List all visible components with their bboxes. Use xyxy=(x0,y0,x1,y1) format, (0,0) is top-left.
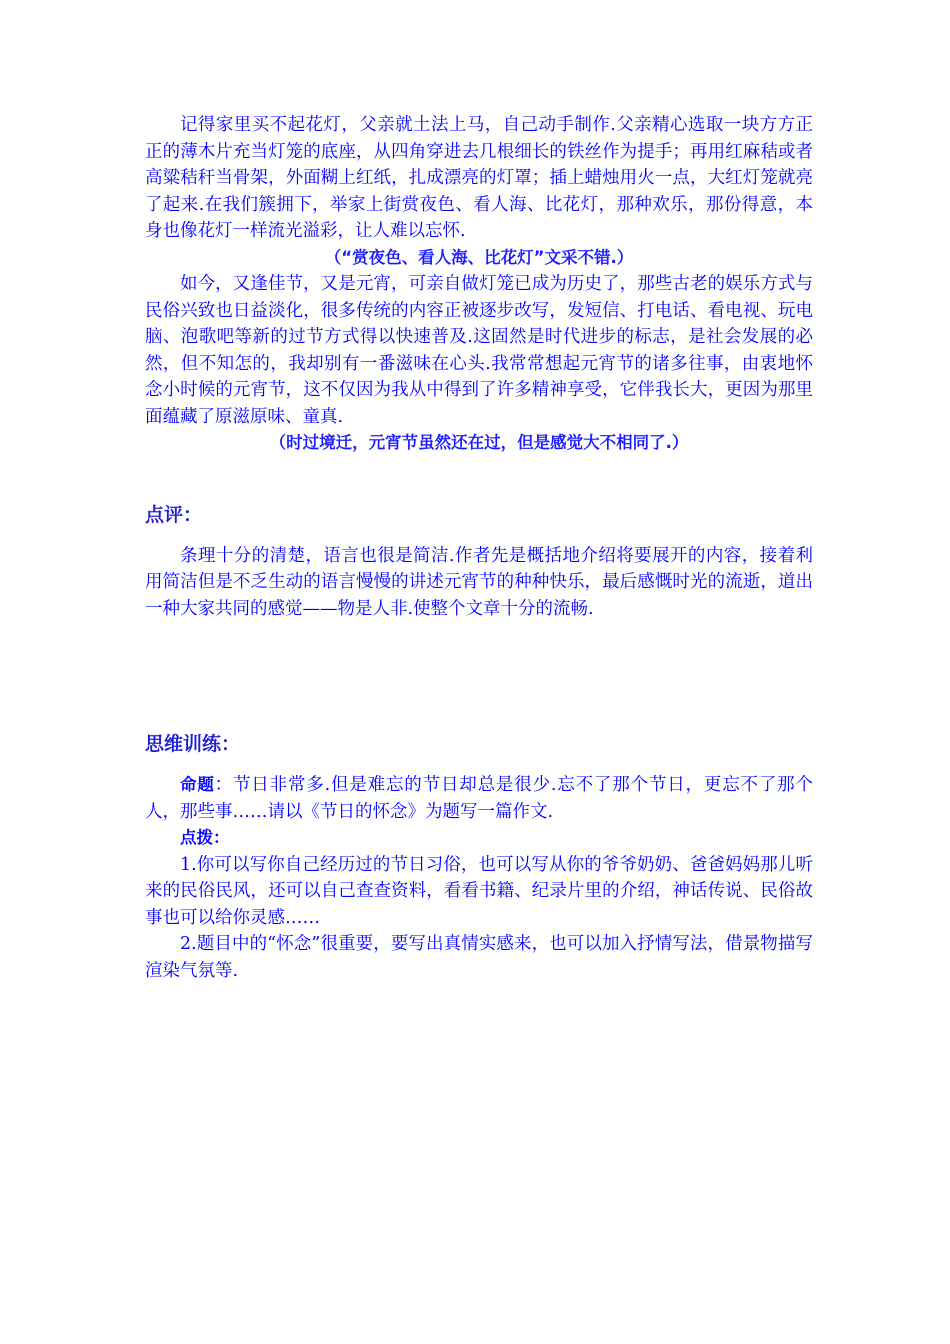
document-page xyxy=(145,112,813,984)
training-heading: 思维训练： xyxy=(145,733,241,755)
essay-comment-2: （时过境迁，元宵节虽然还在过，但是感觉大不相同了.） xyxy=(269,433,689,452)
essay-comment-1: （“赏夜色、看人海、比花灯”文采不错.） xyxy=(324,247,634,267)
training-hint-2: 2.题目中的“怀念”很重要，要写出真情实感来，也可以加入抒情写法，借景物描写渲染气氛等. xyxy=(145,934,813,981)
essay-paragraph-1: 记得家里买不起花灯，父亲就土法上马，自己动手制作.父亲精心选取一块方方正正的薄木片充当灯笼的底座，从四角穿进去几根细长的铁丝作为提手；再用红麻秸或者高粱秸秆当骨架，外面糊上红纸，扎成漂亮的灯罩；插上蜡烛用火一点，大红灯笼就亮了起来.在我们簇拥下，举家上街赏夜色、看人海、比花灯，那种欢乐，那份得意，本身也像花灯一样流光溢彩，让人难以忘怀. xyxy=(145,115,813,241)
training-section xyxy=(145,730,813,984)
topic-label: 命题 xyxy=(180,775,215,794)
topic-text: ：节日非常多.但是难忘的节日却总是很少.忘不了那个节日，更忘不了那个人，那些事……请以《节日的怀念》为题写一篇作文. xyxy=(145,775,814,822)
training-hint-title xyxy=(145,825,813,852)
review-body: 条理十分的清楚，语言也很是简洁.作者先是概括地介绍将要展开的内容，接着利用简洁但是不乏生动的语言慢慢的讲述元宵节的种种快乐，最后感慨时光的流逝，道出一种大家共同的感觉——物是人非.使整个文章十分的流畅. xyxy=(145,545,813,619)
essay-section xyxy=(145,112,813,457)
review-heading: 点评： xyxy=(145,503,203,526)
review-section xyxy=(145,501,813,623)
training-topic xyxy=(145,772,813,825)
training-hint-1: 1.你可以写你自己经历过的节日习俗，也可以写从你的爷爷奶奶、爸爸妈妈那儿听来的民俗民风，还可以自己查查资料，看看书籍、纪录片里的介绍，神话传说、民俗故事也可以给你灵感…… xyxy=(145,854,813,928)
essay-paragraph-2: 如今，又逢佳节，又是元宵，可亲自做灯笼已成为历史了，那些古老的娱乐方式与民俗兴致也日益淡化，很多传统的内容正被逐步改写，发短信、打电话、看电视、玩电脑、泡歌吧等新的过节方式得以快速普及.这固然是时代进步的标志，是社会发展的必然，但不知怎的，我却别有一番滋味在心头.我常常想起元宵节的诸多往事，由衷地怀念小时候的元宵节，这不仅因为我从中得到了许多精神享受，它伴我长大，更因为那里面蕴藏了原滋原味、童真. xyxy=(145,274,813,427)
hint-colon: ： xyxy=(213,828,230,847)
hint-label: 点拨 xyxy=(180,828,213,847)
